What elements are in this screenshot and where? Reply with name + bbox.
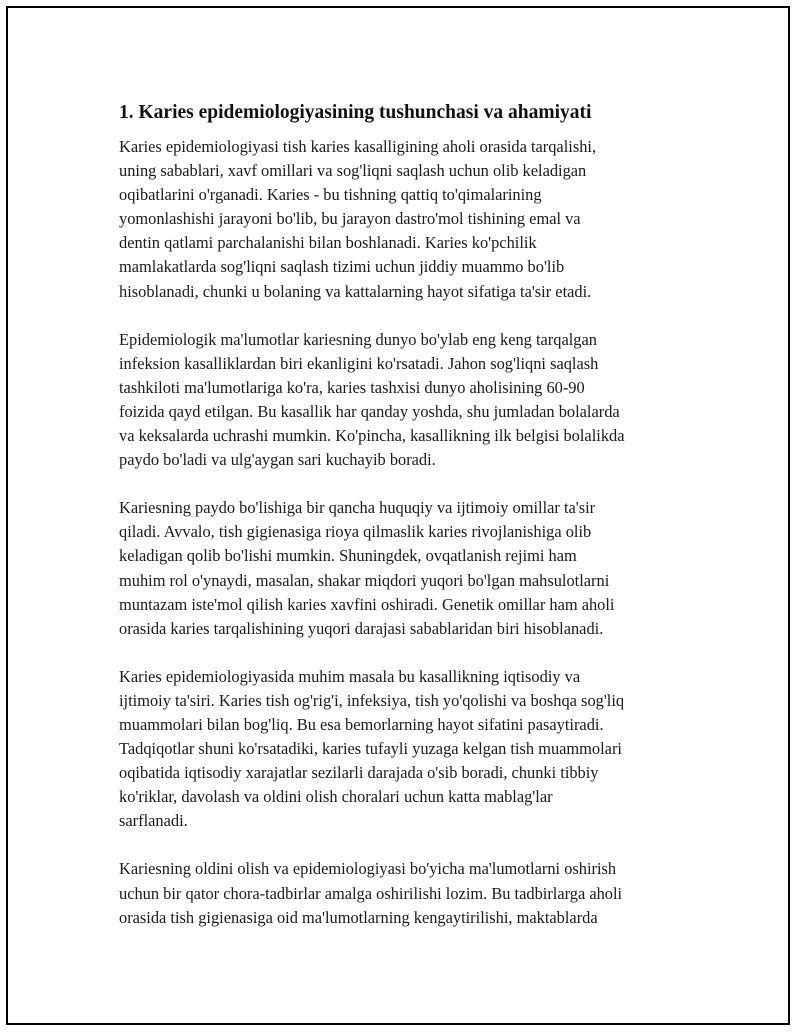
document-body <box>119 100 699 954</box>
document-page <box>6 6 790 1025</box>
paragraph-4: Karies epidemiologiyasida muhim masala bu kasallikning iqtisodiy va ijtimoiy ta'siri. Karies tish og'rig'i, infeksiya, tish yo'qolishi va boshqa sog'liq muammolari bilan bog'liq. Bu esa bemorlarning hayot sifatini pasaytiradi. Tadqiqotlar shuni ko'rsatadiki, karies tufayli yuzaga kelgan tish muammolari oqibatida iqtisodiy xarajatlar sezilarli darajada o'sib boradi, chunki tibbiy ko'riklar, davolash va oldini olish choralari uchun katta mablag'lar sarflanadi. <box>119 666 625 831</box>
paragraph-5: Kariesning oldini olish va epidemiologiyasi bo'yicha ma'lumotlarni oshirish uchun bir qator chora-tadbirlar amalga oshirilishi lozim. Bu tadbirlarga aholi orasida tish gigienasiga oid ma'lumotlarning kengaytirilishi, maktablarda <box>119 859 623 927</box>
paragraph-1: Karies epidemiologiyasi tish karies kasalligining aholi orasida tarqalishi, uning sabablari, xavf omillari va sog'liqni saqlash uchun olib keladigan oqibatlarini o'rganadi. Karies - bu tishning qattiq to'qimalarining yomonlashishi jarayoni bo'lib, bu jarayon dastro'mol tishining emal va dentin qatlami parchalanishi bilan boshlanadi. Karies ko'pchilik mamlakatlarda sog'liqni saqlash tizimi uchun jiddiy muammo bo'lib hisoblanadi, chunki u bolaning va kattalarning hayot sifatiga ta'sir etadi. <box>119 137 597 301</box>
paragraph-2: Epidemiologik ma'lumotlar kariesning dunyo bo'ylab eng keng tarqalgan infeksion kasalliklardan biri ekanligini ko'rsatadi. Jahon sog'liqni saqlash tashkiloti ma'lumotlariga ko'ra, karies tashxisi dunyo aholisining 60-90 foizida qayd etilgan. Bu kasallik har qanday yoshda, shu jumladan bolalarda va keksalarda uchrashi mumkin. Ko'pincha, kasallikning ilk belgisi bolalikda paydo bo'ladi va ulg'aygan sari kuchayib boradi. <box>119 329 625 470</box>
paragraph-3: Kariesning paydo bo'lishiga bir qancha huquqiy va ijtimoiy omillar ta'sir qiladi. Avvalo, tish gigienasiga rioya qilmaslik karies rivojlanishiga olib keladigan qolib bo'lishi mumkin. Shuningdek, ovqatlanish rejimi ham muhim rol o'ynaydi, masalan, shakar miqdori yuqori bo'lgan mahsulotlarni muntazam iste'mol qilish karies xavfini oshiradi. Genetik omillar ham aholi orasida karies tarqalishining yuqori darajasi sabablaridan biri hisoblanadi. <box>119 498 615 638</box>
section-heading: 1. Karies epidemiologiyasining tushunchasi va ahamiyati <box>119 102 592 123</box>
